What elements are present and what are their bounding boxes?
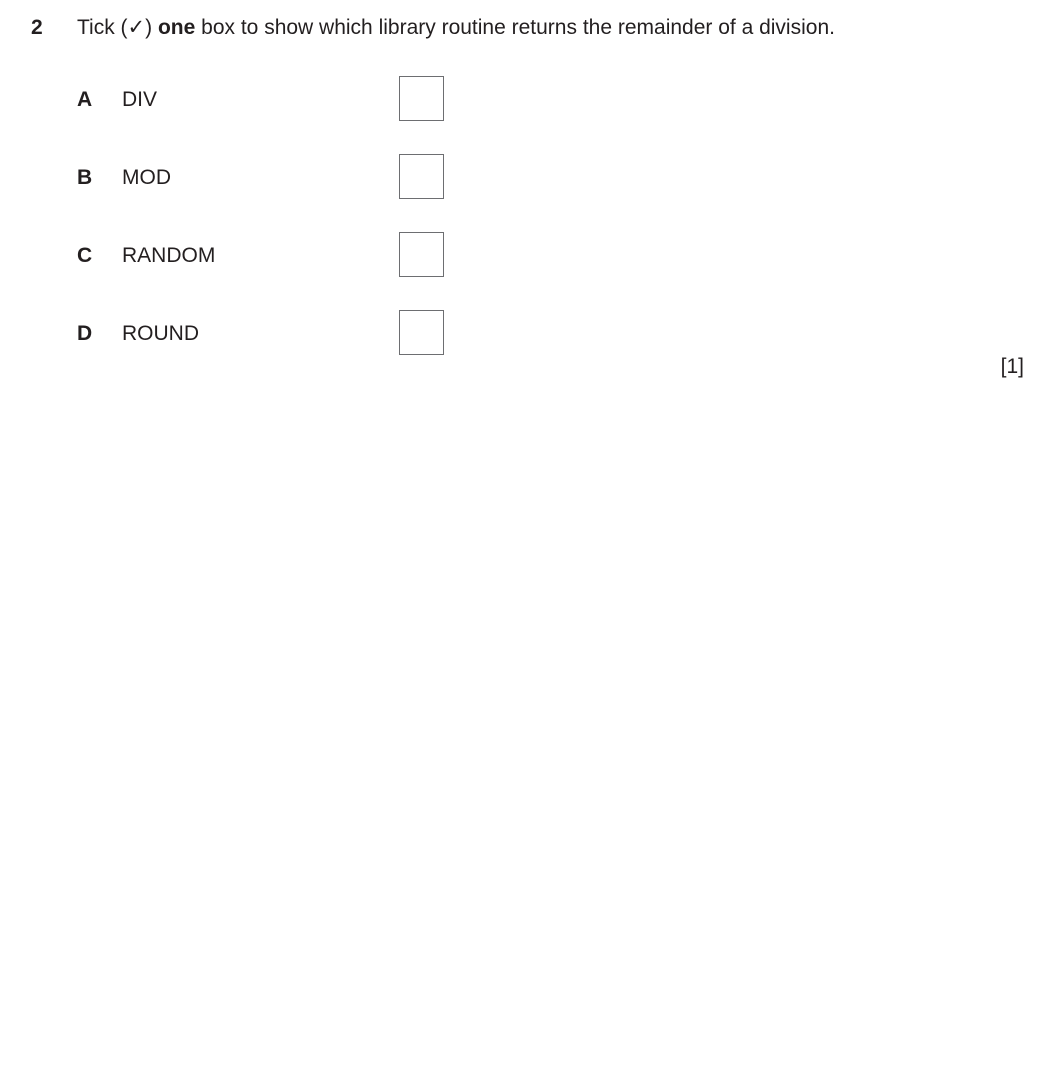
question-text bbox=[77, 15, 835, 41]
option-letter: B bbox=[77, 166, 93, 189]
question-number: 2 bbox=[31, 16, 43, 39]
tick-box-a[interactable] bbox=[399, 76, 444, 121]
option-b bbox=[0, 154, 1056, 200]
option-label: DIV bbox=[122, 88, 158, 111]
option-label: RANDOM bbox=[122, 244, 216, 267]
option-letter: A bbox=[77, 88, 93, 111]
option-label: MOD bbox=[122, 166, 171, 189]
option-label: ROUND bbox=[122, 322, 199, 345]
option-a bbox=[0, 76, 1056, 122]
tick-box-b[interactable] bbox=[399, 154, 444, 199]
question-text-start: Tick (✓) bbox=[77, 16, 158, 39]
question-text-emphasis: one bbox=[157, 16, 196, 39]
tick-box-c[interactable] bbox=[399, 232, 444, 277]
option-letter: C bbox=[77, 244, 93, 267]
option-d bbox=[0, 310, 1056, 356]
question-text-end: box to show which library routine returns the remainder of a division. bbox=[195, 16, 835, 39]
option-letter: D bbox=[77, 322, 93, 345]
option-c bbox=[0, 232, 1056, 278]
marks-allocation: [1] bbox=[1000, 355, 1024, 378]
tick-box-d[interactable] bbox=[399, 310, 444, 355]
